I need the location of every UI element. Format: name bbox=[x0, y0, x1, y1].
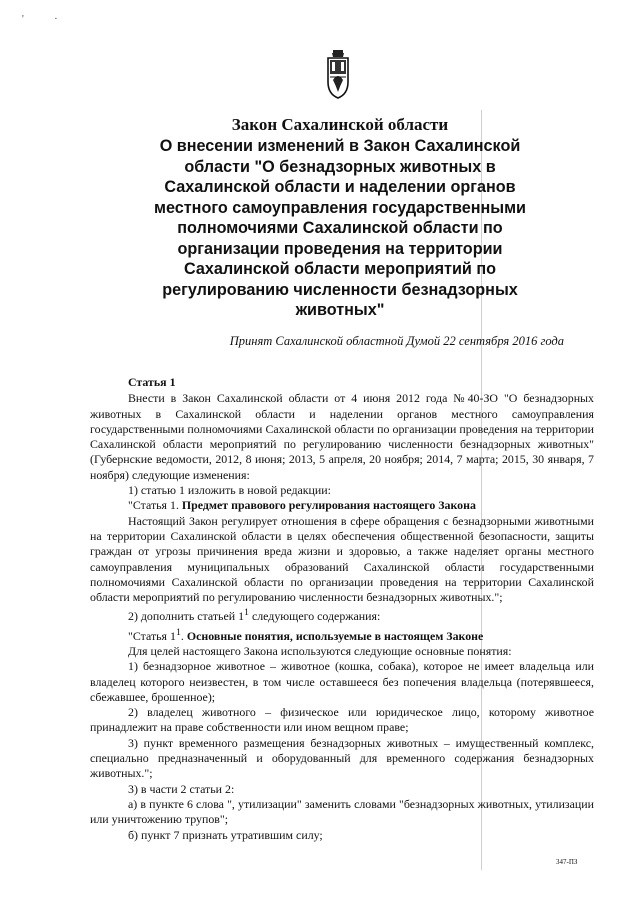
article-1-1-intro: Для целей настоящего Закона используются следующие основные понятия: bbox=[128, 643, 512, 658]
corner-marks: ' · bbox=[22, 14, 72, 25]
article-1-prefix: "Статья 1. bbox=[128, 498, 179, 513]
article-1-title: Предмет правового регулирования настоящего Закона bbox=[181, 498, 476, 513]
article-1-text: Настоящий Закон регулирует отношения в сфере обращения с безнадзорными животными на территории Сахалинской области в целях обеспечения общественной безопасности, защиты граждан от угрозы причинения вреда жизни и здоровью, а также наделяет органы местного самоуправления муниципальных образований Сахалинской области государственными полномочиями Сахалинской области по организации проведения на территории Сахалинской области мероприятий по регулированию численности безнадзорных животных."; bbox=[90, 513, 594, 605]
list-item: 2) дополнить статьей $1^1$ следующего содержания: bbox=[128, 607, 381, 624]
document-body bbox=[90, 375, 594, 843]
article-1-1-title-line bbox=[90, 625, 594, 644]
paragraph-intro: Внести в Закон Сахалинской области от 4 июня 2012 года №40-ЗО "О безнадзорных животных в Сахалинской области и наделении органов местного самоуправления государственными полномочиями Сахалинской области по организации проведения на территории Сахалинской области мероприятий по регулированию численности безнадзорных животных" (Губернские ведомости, 2012, 8 июня; 2013, 5 апреля, 20 ноября; 2014, 7 марта; 2015, 30 января, 7 ноября) следующие изменения: bbox=[90, 391, 594, 482]
list-subitem: а) в пункте 6 слова ", утилизации" заменить словами "безнадзорных животных, утилизации или уничтожению трупов"; bbox=[90, 796, 594, 827]
article-1-1-prefix: "Статья $1^1$. bbox=[128, 626, 184, 643]
list-subitem: б) пункт 7 признать утратившим силу; bbox=[128, 827, 323, 842]
document-code: 347-ПЗ bbox=[556, 858, 578, 866]
list-item: 1) статью 1 изложить в новой редакции: bbox=[128, 483, 331, 498]
definition-item: 3) пункт временного размещения безнадзорных животных – имущественный комплекс, специально предназначенный и оборудованный для временного содержания безнадзорных животных."; bbox=[90, 735, 594, 781]
article-1-title-line bbox=[90, 498, 594, 513]
article-1-1-title: Основные понятия, используемые в настоящем Законе bbox=[186, 628, 484, 643]
coat-of-arms-icon bbox=[322, 50, 354, 100]
adoption-line: Принят Сахалинской областной Думой 22 сентября 2016 года bbox=[229, 334, 564, 348]
law-heading: О внесении изменений в Закон Сахалинской области "О безнадзорных животных в Сахалинской области и наделении органов местного самоуправления государственными полномочиями Сахалинской области по организации проведения на территории Сахалинской области мероприятий по регулированию численности безнадзорных животных" bbox=[153, 137, 526, 319]
definition-item: 2) владелец животного – физическое или юридическое лицо, которому животное принадлежит на праве собственности или ином вещном праве; bbox=[90, 705, 594, 735]
list-item: 3) в части 2 статьи 2: bbox=[128, 781, 235, 796]
article-heading: Статья 1 bbox=[128, 375, 176, 389]
law-title: Закон Сахалинской области bbox=[231, 115, 449, 134]
definition-item: 1) безнадзорное животное – животное (кошка, собака), которое не имеет владельца или владелец которого неизвестен, в том числе оставшееся без попечения владельца (потерявшееся, сбежавшее, брошенное); bbox=[90, 659, 594, 704]
